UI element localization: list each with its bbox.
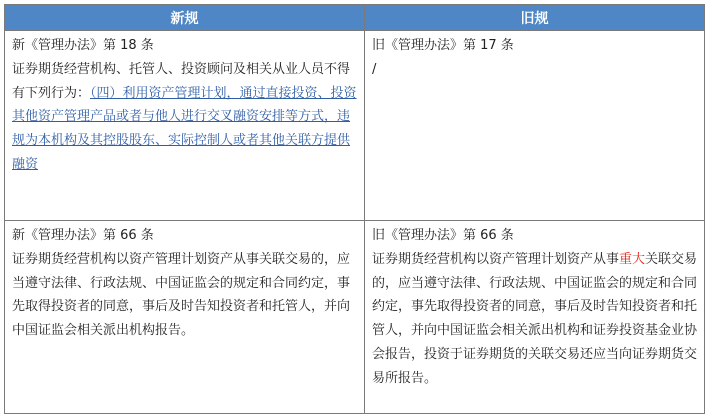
new-article-18-body: 证券期货经营机构、托管人、投资顾问及相关从业人员不得有下列行为： <box>12 61 351 101</box>
cell-old-article-66 <box>365 221 705 414</box>
new-article-66-body: 证券期货经营机构以资产管理计划资产从事关联交易的，应当遵守法律、行政法规、中国证监会的规定和合同约定，事先取得投资者的同意，事后及时告知投资者和托管人，并向中国证监会相关派出机构报告。 <box>12 251 351 339</box>
new-article-18-item-4-link[interactable]: （四）利用资产管理计划，通过直接投资、投资其他资产管理产品或者与他人进行交叉融资安排等方式，违规为本机构及其控股股东、实际控制人或者其他关联方提供融资 <box>12 85 357 172</box>
old-article-66-highlight: 重大 <box>619 251 646 267</box>
header-old: 旧规 <box>365 5 705 31</box>
old-article-66-body-after: 关联交易的，应当遵守法律、行政法规、中国证监会的规定和合同约定，事先取得投资者的同意，事后及时告知投资者和托管人，并向中国证监会相关派出机构和证券投资基金业协会报告，投资于证券期货的关联交易还应当向证券期货交易所报告。 <box>372 251 698 386</box>
old-article-17-body: / <box>372 61 377 77</box>
cell-new-article-18 <box>5 31 365 221</box>
new-article-18-title: 新《管理办法》第 18 条 <box>12 38 154 53</box>
cell-new-article-66 <box>5 221 365 414</box>
comparison-table <box>4 4 705 414</box>
header-row <box>5 5 705 31</box>
table-row <box>5 221 705 414</box>
table-row <box>5 31 705 221</box>
old-article-17-title: 旧《管理办法》第 17 条 <box>372 38 514 53</box>
old-article-66-body-before: 证券期货经营机构以资产管理计划资产从事 <box>372 251 620 267</box>
header-new: 新规 <box>5 5 365 31</box>
new-article-66-title: 新《管理办法》第 66 条 <box>12 228 154 243</box>
cell-old-article-17 <box>365 31 705 221</box>
old-article-66-title: 旧《管理办法》第 66 条 <box>372 228 514 243</box>
